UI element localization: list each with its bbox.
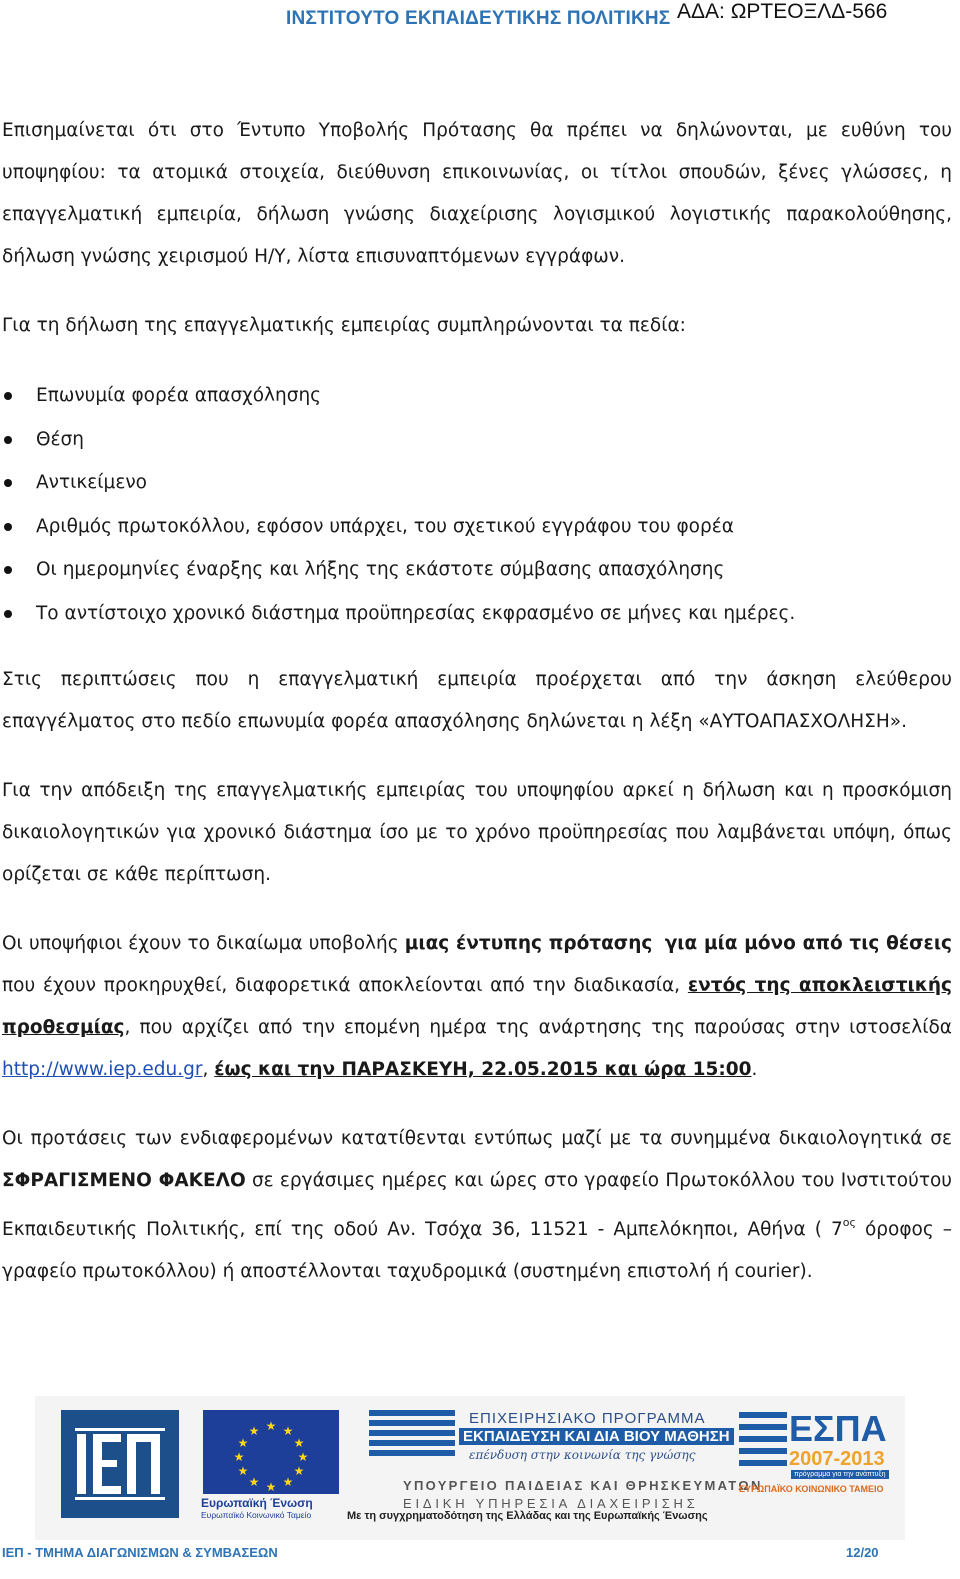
lifelong-learning-icon (369, 1408, 457, 1466)
bullet-icon (4, 610, 12, 618)
bullet-icon (4, 566, 12, 574)
bullet-icon (4, 523, 12, 531)
header-ada: ΑΔΑ: ΩΡΤΕΟΞΛΔ-566 (677, 0, 888, 23)
svg-text:★: ★ (237, 1464, 249, 1478)
experience-field-list (2, 374, 952, 635)
greek-flag-icon (739, 1412, 787, 1472)
bullet-icon (4, 479, 12, 487)
espa-logo: ΕΣΠΑ 2007-2013 πρόγραμμα για την ανάπτυξη ΕΥΡΩΠΑΪΚΟ ΚΟΙΝΩΝΙΚΟ ΤΑΜΕΙΟ (739, 1408, 887, 1494)
svg-text:★: ★ (293, 1464, 305, 1478)
paragraph-experience-proof: Για την απόδειξη της επαγγελματικής εμπειρίας του υποψηφίου αρκεί η δήλωση και η προσκόμιση δικαιολογητικών για χρονικό διάστημα ίσο με το χρόνο προϋπηρεσίας που λαμβάνεται υπόψη, όπως ορίζεται σε κάθε περίπτωση. (2, 780, 952, 885)
funding-logos-strip (35, 1396, 905, 1540)
cofunding-note: Με τη συγχρηματοδότηση της Ελλάδας και της Ευρωπαϊκής Ένωσης (347, 1510, 708, 1522)
operational-programme-logo: ΕΠΙΧΕΙΡΗΣΙΑΚΟ ΠΡΟΓΡΑΜΜΑ ΕΚΠΑΙΔΕΥΣΗ ΚΑΙ ΔΙΑ ΒΙΟΥ ΜΑΘΗΣΗ επένδυση στην κοινωνία της γνώσης ΥΠΟΥΡΓΕΙΟ ΠΑΙΔΕΙΑΣ ΚΑΙ ΘΡΗΣΚΕΥΜΑΤΩΝ ΕΙΔΙΚΗ ΥΠΗΡΕΣΙΑ ΔΙΑΧΕΙΡΙΣΗΣ (369, 1406, 719, 1526)
eu-flag-icon (203, 1410, 339, 1494)
svg-text:★: ★ (248, 1475, 260, 1489)
bullet-icon (4, 392, 12, 400)
list-item: Επωνυμία φορέα απασχόλησης (2, 374, 952, 418)
list-item: Θέση (2, 418, 952, 462)
document-body (2, 110, 952, 1293)
iep-logo (61, 1410, 179, 1518)
iep-website-link[interactable]: http://www.iep.edu.gr (2, 1059, 203, 1080)
paragraph-experience-fields: Για τη δήλωση της επαγγελματικής εμπειρίας συμπληρώνονται τα πεδία: (2, 315, 686, 336)
svg-text:★: ★ (237, 1436, 249, 1450)
paragraph-submission-place: Οι προτάσεις των ενδιαφερομένων κατατίθενται εντύπως μαζί με τα συνημμένα δικαιολογητικά σε ΣΦΡΑΓΙΣΜΕΝΟ ΦΑΚΕΛΟ σε εργάσιμες ημέρες και ώρες στο γραφείο Πρωτοκόλλου του Ινστιτούτου Εκπαιδευτικής Πολιτικής, επί της οδού Αν. Τσόχα 36, 11521 - Αμπελόκηποι, Αθήνα ( $7^{o\varsigma}$ όροφος – γραφείο πρωτοκόλλου) ή αποστέλλονται ταχυδρομικά (συστημένη επιστολή ή courier). (2, 1128, 952, 1282)
svg-text:★: ★ (282, 1424, 294, 1438)
list-item: Αντικείμενο (2, 461, 952, 505)
svg-text:★: ★ (233, 1450, 245, 1464)
svg-text:★: ★ (248, 1424, 260, 1438)
svg-text:★: ★ (265, 1419, 277, 1433)
list-item: Οι ημερομηνίες έναρξης και λήξης της εκάστοτε σύμβασης απασχόλησης (2, 548, 952, 592)
list-item: Το αντίστοιχο χρονικό διάστημα προϋπηρεσίας εκφρασμένο σε μήνες και ημέρες. (2, 592, 952, 636)
bullet-icon (4, 436, 12, 444)
page-number: 12/20 (846, 1545, 879, 1560)
eu-label: Ευρωπαϊκή Ένωση (201, 1496, 313, 1510)
paragraph-submission-form: Επισημαίνεται ότι στο Έντυπο Υποβολής Πρότασης θα πρέπει να δηλώνονται, με ευθύνη του υποψηφίου: τα ατομικά στοιχεία, διεύθυνση επικοινωνίας, οι τίτλοι σπουδών, ξένες γλώσσες, η επαγγελματική εμπειρία, δήλωση γνώσης διαχείρισης λογισμικού λογιστικής παρακολούθησης, δήλωση γνώσης χειρισμού Η/Υ, λίστα επισυναπτόμενων εγγράφων. (2, 120, 952, 267)
footer-department: ΙΕΠ - ΤΜΗΜΑ ΔΙΑΓΩΝΙΣΜΩΝ & ΣΥΜΒΑΣΕΩΝ (2, 1545, 278, 1560)
svg-text:★: ★ (282, 1475, 294, 1489)
header-organization: ΙΝΣΤΙΤΟΥΤΟ ΕΚΠΑΙΔΕΥΤΙΚΗΣ ΠΟΛΙΤΙΚΗΣ (286, 8, 671, 29)
paragraph-self-employment: Στις περιπτώσεις που η επαγγελματική εμπειρία προέρχεται από την άσκηση ελεύθερου επαγγέλματος στο πεδίο επωνυμία φορέα απασχόλησης δηλώνεται η λέξη «ΑΥΤΟΑΠΑΣΧΟΛΗΣΗ». (2, 669, 952, 732)
esf-label: Ευρωπαϊκό Κοινωνικό Ταμείο (201, 1510, 312, 1520)
svg-text:★: ★ (293, 1436, 305, 1450)
iep-logo-icon (75, 1428, 165, 1500)
list-item: Αριθμός πρωτοκόλλου, εφόσον υπάρχει, του σχετικού εγγράφου του φορέα (2, 505, 952, 549)
paragraph-deadline: Οι υποψήφιοι έχουν το δικαίωμα υποβολής μιας έντυπης πρότασης για μία μόνο από τις θέσεις που έχουν προκηρυχθεί, διαφορετικά αποκλείονται από την διαδικασία, εντός της αποκλειστικής προθεσμίας, που αρχίζει από την επομένη ημέρα της ανάρτησης της παρούσας στην ιστοσελίδα http://www.iep.edu.gr, έως και την ΠΑΡΑΣΚΕΥΗ, 22.05.2015 και ώρα 15:00. (2, 933, 953, 1080)
svg-text:★: ★ (265, 1480, 277, 1494)
svg-text:★: ★ (297, 1450, 309, 1464)
